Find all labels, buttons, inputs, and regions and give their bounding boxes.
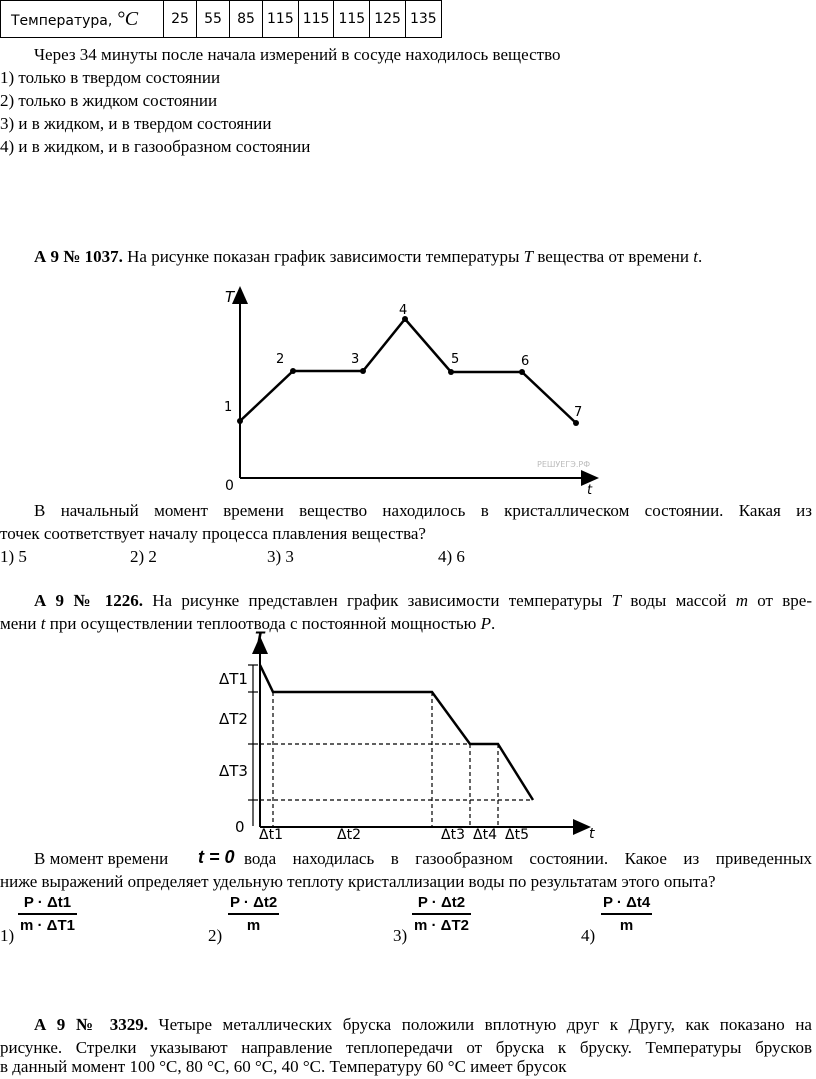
temperature-time-graph	[215, 282, 605, 496]
delta-label: ΔT3	[219, 762, 248, 780]
delta-t-brackets	[248, 665, 258, 826]
unit-celsius: °C	[116, 7, 139, 30]
dashed-guides	[260, 692, 533, 827]
formula-option: P · Δt4 m	[603, 894, 651, 934]
answer-option: 2) 2	[130, 547, 157, 566]
formula-option: P · Δt2 m · ΔT2	[414, 894, 469, 934]
delta-label: Δt5	[505, 827, 529, 843]
graph-points	[237, 316, 579, 426]
question-text: Через 34 минуты после начала измерений в сосуде находилось вещество	[34, 45, 561, 64]
table-cell: 115	[334, 1, 370, 38]
point-label: 2	[276, 352, 285, 367]
answer-option: 1) только в твердом состоянии	[0, 68, 221, 87]
answer-option: 2) только в жидком состоянии	[0, 91, 218, 110]
question-body: точек соответствует началу процесса плавления вещества?	[0, 524, 426, 543]
x-axis-label: t	[589, 826, 595, 842]
delta-label: Δt2	[337, 827, 361, 843]
graph-point	[360, 368, 366, 374]
temperature-table	[0, 0, 442, 38]
question-body: рисунке. Стрелки указывают направление теплопередачи от бруска к бруску. Температуры брусков	[0, 1038, 812, 1057]
water-cooling-graph	[215, 630, 605, 845]
option-number: 3)	[393, 926, 408, 945]
delta-label: Δt1	[259, 827, 283, 843]
question-number: А 9 № 1037.	[34, 247, 123, 266]
question-body: вода находилась в газообразном состоянии. Какое из приведенных	[244, 849, 812, 868]
point-label: 3	[351, 352, 360, 367]
formula-option: P · Δt1 m · ΔT1	[20, 894, 75, 934]
graph-point	[573, 420, 579, 426]
point-label: 7	[574, 405, 583, 420]
point-label: 6	[521, 354, 530, 369]
option-number: 4)	[581, 926, 596, 945]
delta-label: Δt3	[441, 827, 465, 843]
table-cell: 25	[164, 1, 197, 38]
point-label: 1	[224, 400, 233, 415]
graph-point	[519, 369, 525, 375]
answer-option: 1) 5	[0, 547, 27, 566]
question-number: А 9 № 3329.	[34, 1015, 148, 1034]
t-zero-formula: t = 0	[198, 847, 235, 867]
table-header: Температура, °C	[1, 1, 164, 38]
delta-label: Δt4	[473, 827, 497, 843]
question-number: А 9 № 1226.	[34, 591, 143, 610]
origin-label: 0	[235, 818, 245, 836]
point-label: 5	[451, 352, 460, 367]
question-heading: А 9 № 3329. Четыре металлических бруска положили вплотную друг к Другу, как показано на	[34, 1015, 812, 1034]
origin-label: 0	[225, 478, 234, 494]
formula-option: P · Δt2 m	[230, 894, 278, 934]
point-label: 4	[399, 303, 408, 318]
watermark: РЕШУЕГЭ.РФ	[537, 460, 591, 469]
answer-option: 4) 6	[438, 547, 465, 566]
answer-option: 3) и в жидком, и в твердом состоянии	[0, 114, 272, 133]
delta-label: ΔT1	[219, 670, 248, 688]
option-number: 1)	[0, 926, 15, 945]
table-cell: 115	[298, 1, 334, 38]
y-axis-label: T	[255, 630, 265, 646]
graph-point	[290, 368, 296, 374]
table-cell: 55	[197, 1, 230, 38]
answer-option: 3) 3	[267, 547, 294, 566]
table-cell: 115	[263, 1, 299, 38]
question-body: в данный момент 100 °С, 80 °С, 60 °С, 40 °С. Температуру 60 °С имеет брусок	[0, 1057, 567, 1076]
table-cell: 135	[405, 1, 441, 38]
table-cell: 125	[370, 1, 406, 38]
delta-label: ΔT2	[219, 710, 248, 728]
question-body: В начальный момент времени вещество находилось в кристаллическом состоянии. Какая из	[34, 501, 812, 520]
question-body: ниже выражений определяет удельную теплоту кристаллизации воды по результатам этого опыта?	[0, 872, 716, 891]
table-cell: 85	[230, 1, 263, 38]
question-heading-cont: мени t при осуществлении теплоотвода с постоянной мощностью P.	[0, 614, 496, 633]
x-axis-label: t	[587, 483, 593, 496]
graph-point	[237, 418, 243, 424]
question-heading: А 9 № 1037. На рисунке показан график зависимости температуры T вещества от времени t.	[34, 247, 703, 266]
question-heading: А 9 № 1226. На рисунке представлен график зависимости температуры T воды массой m от вре-	[34, 591, 812, 610]
option-number: 2)	[208, 926, 223, 945]
y-axis-label: T	[225, 288, 235, 306]
graph-curve	[260, 665, 533, 800]
answer-option: 4) и в жидком, и в газообразном состоянии	[0, 137, 311, 156]
graph-point	[448, 369, 454, 375]
question-body: В момент времени	[34, 849, 169, 868]
